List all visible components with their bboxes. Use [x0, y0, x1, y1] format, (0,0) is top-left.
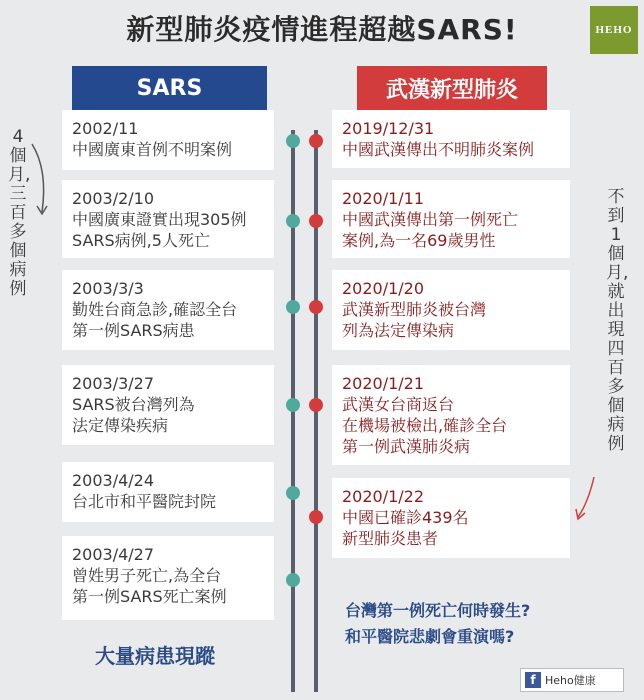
event-date: 2020/1/22 — [342, 487, 425, 506]
sars-event-card — [62, 110, 274, 170]
wuhan-event-card — [332, 478, 570, 558]
sars-timeline-dot — [286, 486, 300, 500]
wuhan-side-note: 不到1個月,就出現四百多個病例 — [606, 187, 629, 454]
wuhan-header: 武漢新型肺炎 — [357, 66, 547, 110]
sars-timeline-dot — [286, 214, 300, 228]
sars-timeline-dot — [286, 300, 300, 314]
event-date: 2020/1/11 — [342, 189, 425, 208]
event-date: 2003/4/24 — [72, 471, 155, 490]
bottom-left-caption: 大量病患現蹤 — [95, 644, 215, 668]
event-date: 2003/3/27 — [72, 374, 155, 393]
wuhan-timeline-dot — [309, 214, 323, 228]
sars-event-card — [62, 365, 274, 445]
facebook-label: Heho健康 — [545, 674, 596, 687]
question-line: 台灣第一例死亡何時發生? — [345, 601, 531, 620]
question-line: 和平醫院悲劇會重演嗎? — [345, 627, 515, 646]
wuhan-timeline-dot — [309, 398, 323, 412]
event-description: 中國已確診439名 新型肺炎患者 — [342, 508, 469, 548]
heho-logo: HEHO — [590, 6, 638, 54]
event-date: 2020/1/21 — [342, 374, 425, 393]
facebook-badge[interactable] — [520, 668, 624, 692]
sars-timeline-dot — [286, 573, 300, 587]
event-description: 中國武漢傳出第一例死亡 案例,為一名69歲男性 — [342, 210, 519, 250]
wuhan-timeline-dot — [309, 300, 323, 314]
event-description: 武漢新型肺炎被台灣 列為法定傳染病 — [342, 300, 487, 340]
wuhan-event-card — [332, 180, 570, 258]
sars-event-card — [62, 536, 274, 620]
event-date: 2003/3/3 — [72, 279, 144, 298]
event-description: 中國廣東首例不明案例 — [72, 140, 233, 159]
sars-event-card — [62, 180, 274, 258]
event-description: 中國武漢傳出不明肺炎案例 — [342, 140, 535, 159]
sars-curved-arrow-icon — [28, 140, 58, 220]
event-date: 2002/11 — [72, 119, 139, 138]
wuhan-event-card — [332, 270, 570, 350]
event-description: 武漢女台商返台 在機場被檢出,確診全台 第一例武漢肺炎病 — [342, 395, 508, 456]
wuhan-timeline-dot — [309, 134, 323, 148]
event-description: 曾姓男子死亡,為全台 第一例SARS死亡案例 — [72, 566, 227, 606]
wuhan-curved-arrow-icon — [570, 475, 600, 525]
sars-event-card — [62, 270, 274, 350]
event-description: 台北市和平醫院封院 — [72, 492, 217, 511]
event-description: 中國廣東證實出現305例 SARS病例,5人死亡 — [72, 210, 247, 250]
sars-timeline-dot — [286, 398, 300, 412]
wuhan-event-card — [332, 365, 570, 465]
event-date: 2020/1/20 — [342, 279, 425, 298]
event-description: 勤姓台商急診,確認全台 第一例SARS病患 — [72, 300, 238, 340]
sars-side-note: 4個月,三百多個病例 — [8, 127, 31, 299]
event-description: SARS被台灣列為 法定傳染疾病 — [72, 395, 195, 435]
event-date: 2003/4/27 — [72, 545, 155, 564]
wuhan-timeline-dot — [309, 510, 323, 524]
page-title: 新型肺炎疫情進程超越SARS! — [126, 13, 518, 46]
sars-event-card — [62, 462, 274, 522]
event-date: 2003/2/10 — [72, 189, 155, 208]
event-date: 2019/12/31 — [342, 119, 435, 138]
wuhan-event-card — [332, 110, 570, 168]
sars-timeline-dot — [286, 134, 300, 148]
facebook-icon: f — [525, 672, 541, 688]
sars-header: SARS — [72, 66, 267, 110]
